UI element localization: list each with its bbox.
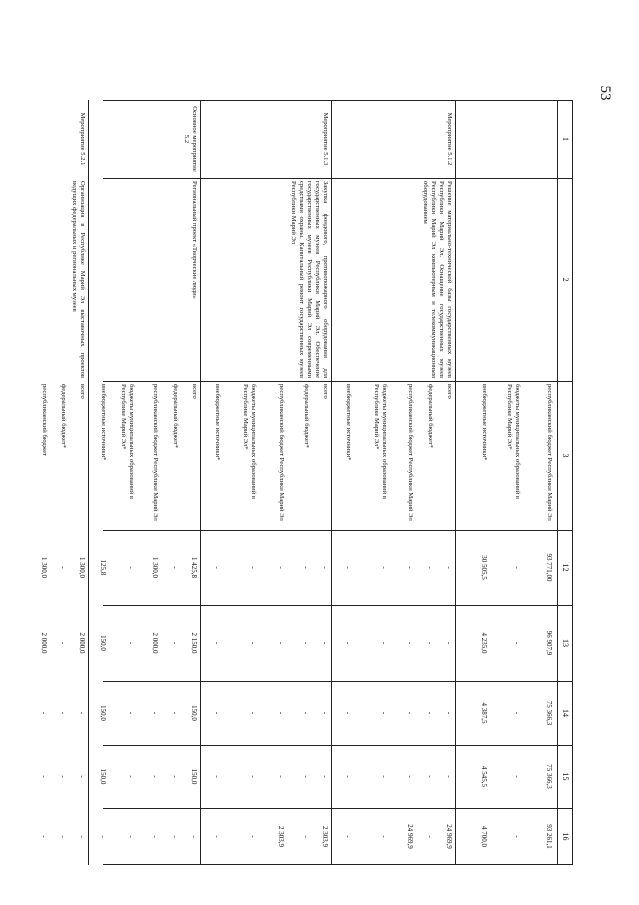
page-number: 53 [597,85,613,101]
funding-value: 150,0 [99,635,107,651]
funding-value: - [513,775,521,778]
funding-value: - [513,641,521,645]
funding-value: - [127,566,135,569]
funding-value: 150,0 [190,768,198,785]
funding-value: - [344,566,352,569]
funding-value: - [78,711,86,715]
funding-value: - [213,641,221,645]
column-header: 16 [561,832,570,841]
funding-source: федеральный бюджет* [303,384,310,448]
funding-source: республиканский бюджет Республики Марий Эл [407,384,414,521]
funding-value: - [344,711,352,715]
funding-value: 75 366,3 [545,764,553,789]
funding-value: 1 300,0 [40,557,48,578]
funding-value: 2 000,0 [40,632,48,654]
funding-value: 2 000,0 [151,632,159,654]
funding-value: 93 261,1 [545,824,553,849]
funding-value: 30 505,5 [480,555,488,580]
funding-value: 125,8 [99,559,107,576]
funding-value: 4 700,0 [480,826,488,847]
row-measure-code: Мероприятие 5.1.3 [322,112,329,166]
funding-source: федеральный бюджет* [60,384,67,448]
funding-source: внебюджетные источники* [100,384,107,461]
funding-source: бюджеты муниципальных образований в Республике Марий Эл* [242,384,257,499]
funding-value: - [302,566,310,569]
column-header: 1 [561,137,570,141]
row-measure-title: Региональный проект «Творческие люди» [191,181,198,299]
funding-value: - [171,711,179,715]
funding-value: - [40,775,48,778]
column-separator [103,178,573,179]
row-measure-code: Основное мероприятие 5.2 [183,106,198,172]
funding-value: - [151,775,159,778]
column-separator [103,381,573,382]
funding-source: республиканский бюджет Республики Марий Эл [278,384,285,521]
funding-value: - [302,641,310,645]
row-measure-code: Мероприятие 5.2.1 [79,112,86,166]
column-header: 2 [561,277,570,282]
funding-source: республиканский бюджет [41,384,48,457]
funding-value: - [321,775,329,778]
funding-value: - [302,835,310,838]
funding-value: 2 000,0 [78,632,86,654]
funding-value: - [249,641,257,645]
funding-value: - [426,835,434,838]
funding-source: внебюджетные источники* [214,384,221,461]
funding-value: 1 300,0 [78,557,86,578]
funding-value: - [344,775,352,778]
funding-source: всего [191,384,198,399]
funding-value: - [302,775,310,778]
funding-value: - [127,641,135,645]
funding-value: - [406,711,414,715]
funding-value: - [380,775,388,778]
funding-value: - [78,835,86,838]
funding-value: 150,0 [190,705,198,721]
funding-value: - [277,711,285,715]
funding-value: - [380,641,388,645]
row-measure-title: Закупка фондового, противопожарного оборудования для государственных музеев Республики Марий Эл. Обеспечение государственных музеев Республики Марий Эл современными средствами охраны. Капитальный ремонт государственных музеев Республики Марий Эл [290,181,329,378]
row-measure-title: Организация в Республике Марий Эл выставочных проектов ведущих федеральных и региональных музеев [71,181,86,378]
funding-value: - [321,641,329,645]
funding-value: - [171,641,179,645]
funding-source: федеральный бюджет* [427,384,434,448]
funding-source: всего [79,384,86,399]
funding-value: - [171,566,179,569]
funding-value: - [445,641,453,645]
funding-source: бюджеты муниципальных образований в Республике Марий Эл* [506,384,521,499]
funding-value: - [380,711,388,715]
funding-value: - [445,711,453,715]
column-header: 12 [561,563,570,572]
funding-value: - [321,566,329,569]
funding-value: - [213,566,221,569]
funding-value: - [445,566,453,569]
funding-value: - [277,775,285,778]
funding-source: внебюджетные источники* [345,384,352,461]
funding-value: - [78,775,86,778]
row-measure-code: Мероприятие 5.1.2 [446,112,453,166]
funding-value: - [171,775,179,778]
column-header: 3 [561,453,570,458]
funding-value: - [344,641,352,645]
funding-value: - [426,711,434,715]
funding-value: - [59,566,67,569]
funding-value: - [445,775,453,778]
funding-value: - [380,835,388,838]
funding-source: федеральный бюджет* [172,384,179,448]
funding-value: - [127,835,135,838]
funding-value: - [249,566,257,569]
column-separator [103,100,573,101]
funding-value: - [59,775,67,778]
funding-value: 150,0 [99,705,107,721]
row-measure-title: Решение материально-технической базы государственных музеев Республики Марий Эл. Оснащение государственных музеев Республики Марий Эл компьютерным и телекоммуникационным оборудованием [422,181,453,378]
funding-value: 2 303,9 [321,826,329,847]
funding-value: - [127,711,135,715]
funding-value: - [277,566,285,569]
funding-value: - [213,835,221,838]
funding-value: - [213,775,221,778]
funding-value: - [344,835,352,838]
funding-value: - [40,711,48,715]
funding-value: - [406,775,414,778]
funding-value: - [151,835,159,838]
funding-source: республиканский бюджет Республики Марий Эл [546,384,553,521]
funding-value: - [513,566,521,569]
funding-value: - [151,711,159,715]
funding-value: - [513,835,521,838]
funding-value: 1 300,0 [151,557,159,578]
column-header: 13 [561,639,570,647]
funding-value: - [99,835,107,838]
funding-value: - [302,711,310,715]
funding-value: - [59,835,67,838]
funding-value: - [406,641,414,645]
funding-value: - [127,775,135,778]
funding-value: - [59,641,67,645]
funding-value: - [249,835,257,838]
funding-value: - [380,566,388,569]
funding-source: бюджеты муниципальных образований в Республике Марий Эл* [120,384,135,499]
funding-value: 24 969,9 [445,824,453,849]
funding-value: 4 545,5 [480,766,488,787]
funding-value: 4 387,5 [480,702,488,724]
funding-value: 2 303,9 [277,826,285,847]
document [40,100,573,865]
funding-value: - [426,641,434,645]
funding-value: 1 425,8 [190,557,198,578]
column-header: 14 [561,709,570,717]
funding-value: 75 366,3 [545,700,553,726]
funding-value: - [513,711,521,715]
funding-value: 96 907,9 [545,630,553,656]
funding-value: 2 150,0 [190,632,198,654]
funding-value: - [40,835,48,838]
row-separator [200,100,201,865]
funding-value: 4 235,0 [480,632,488,654]
funding-value: 93 771,00 [545,553,553,582]
funding-value: - [190,835,198,838]
column-header: 15 [561,772,570,781]
funding-source: бюджеты муниципальных образований в Республике Марий Эл* [373,384,388,499]
funding-value: 150,0 [99,768,107,785]
funding-source: внебюджетные источники* [481,384,488,461]
row-separator [88,100,89,865]
funding-value: 24 969,9 [406,824,414,849]
funding-value: - [59,711,67,715]
funding-value: - [321,711,329,715]
funding-value: - [426,566,434,569]
row-separator [455,100,456,865]
funding-value: - [249,775,257,778]
funding-value: - [277,641,285,645]
funding-value: - [213,711,221,715]
funding-value: - [426,775,434,778]
row-separator [331,100,332,865]
budget-table [40,100,573,865]
funding-source: всего [322,384,329,399]
funding-source: всего [446,384,453,399]
funding-value: - [249,711,257,715]
funding-value: - [171,835,179,838]
funding-value: - [406,566,414,569]
funding-source: республиканский бюджет Республики Марий Эл [152,384,159,521]
